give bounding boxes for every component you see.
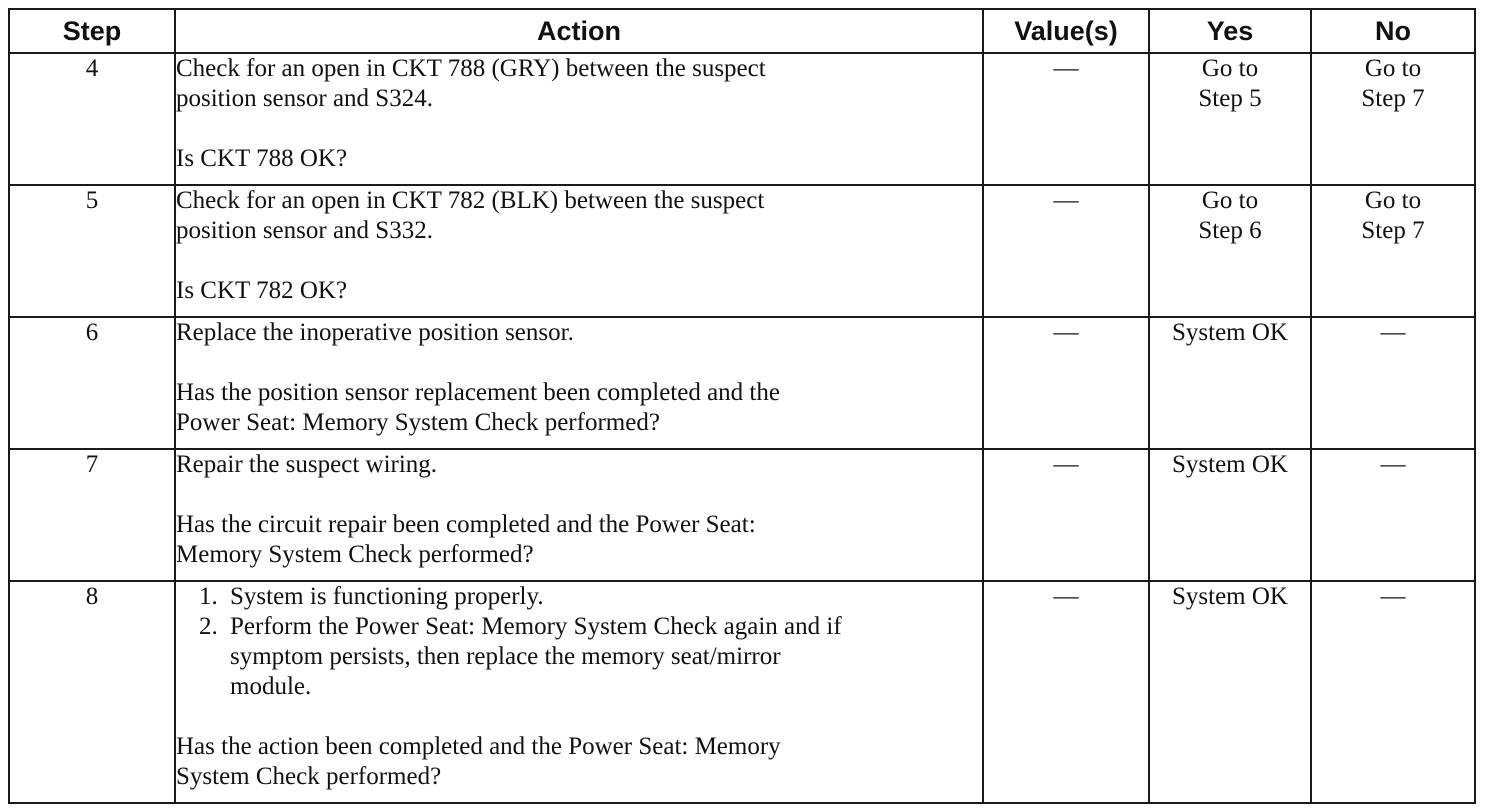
list-text: Perform the Power Seat: Memory System Check again and if xyxy=(230,613,842,640)
action-text: position sensor and S324. xyxy=(176,85,433,112)
action-cell xyxy=(175,53,983,185)
header-step: Step xyxy=(9,9,175,53)
list-item xyxy=(199,582,982,612)
no-text: Step 7 xyxy=(1361,217,1425,244)
no-cell: — xyxy=(1311,317,1475,449)
step-number: 8 xyxy=(9,581,175,803)
step-number: 5 xyxy=(9,185,175,317)
action-cell xyxy=(175,581,983,803)
table-row xyxy=(9,449,1475,581)
step-number: 4 xyxy=(9,53,175,185)
values-cell: — xyxy=(983,581,1149,803)
list-text: module. xyxy=(230,673,312,700)
action-question: Is CKT 782 OK? xyxy=(176,277,348,304)
values-cell: — xyxy=(983,185,1149,317)
list-text: System is functioning properly. xyxy=(230,583,544,610)
yes-cell: System OK xyxy=(1149,317,1311,449)
action-text: Check for an open in CKT 788 (GRY) between the suspect xyxy=(176,55,766,82)
no-cell: — xyxy=(1311,449,1475,581)
action-question: Has the action been completed and the Power Seat: Memory xyxy=(176,733,781,760)
action-question: Power Seat: Memory System Check performed? xyxy=(176,409,660,436)
yes-cell xyxy=(1149,185,1311,317)
yes-cell: System OK xyxy=(1149,449,1311,581)
yes-text: Step 5 xyxy=(1198,85,1262,112)
no-cell: — xyxy=(1311,581,1475,803)
yes-cell xyxy=(1149,53,1311,185)
table-row xyxy=(9,185,1475,317)
action-cell xyxy=(175,317,983,449)
list-number: 2. xyxy=(199,613,218,640)
header-action: Action xyxy=(175,9,983,53)
list-number: 1. xyxy=(199,583,218,610)
header-no: No xyxy=(1311,9,1475,53)
action-question: Is CKT 788 OK? xyxy=(176,145,348,172)
header-row xyxy=(9,9,1475,53)
header-values: Value(s) xyxy=(983,9,1149,53)
no-text: Go to xyxy=(1364,55,1422,82)
action-text: Check for an open in CKT 782 (BLK) between the suspect xyxy=(176,187,765,214)
action-cell xyxy=(175,449,983,581)
step-number: 6 xyxy=(9,317,175,449)
action-text: Replace the inoperative position sensor. xyxy=(176,319,574,346)
yes-text: Go to xyxy=(1201,187,1259,214)
list-item xyxy=(199,612,982,702)
action-question: Has the circuit repair been completed and the Power Seat: xyxy=(176,511,756,538)
no-cell xyxy=(1311,185,1475,317)
action-question: Memory System Check performed? xyxy=(176,541,534,568)
table-row xyxy=(9,581,1475,803)
action-text: position sensor and S332. xyxy=(176,217,433,244)
action-text: Repair the suspect wiring. xyxy=(176,451,438,478)
table-row xyxy=(9,317,1475,449)
list-text: symptom persists, then replace the memory seat/mirror xyxy=(230,643,781,670)
action-list xyxy=(176,582,982,702)
values-cell: — xyxy=(983,53,1149,185)
step-number: 7 xyxy=(9,449,175,581)
table-row xyxy=(9,53,1475,185)
action-cell xyxy=(175,185,983,317)
header-yes: Yes xyxy=(1149,9,1311,53)
action-question: Has the position sensor replacement been completed and the xyxy=(176,379,780,406)
values-cell: — xyxy=(983,317,1149,449)
action-question: System Check performed? xyxy=(176,763,442,790)
yes-text: Go to xyxy=(1201,55,1259,82)
values-cell: — xyxy=(983,449,1149,581)
no-cell xyxy=(1311,53,1475,185)
no-text: Step 7 xyxy=(1361,85,1425,112)
diagnostic-table xyxy=(8,8,1476,804)
yes-cell: System OK xyxy=(1149,581,1311,803)
no-text: Go to xyxy=(1364,187,1422,214)
yes-text: Step 6 xyxy=(1198,217,1262,244)
